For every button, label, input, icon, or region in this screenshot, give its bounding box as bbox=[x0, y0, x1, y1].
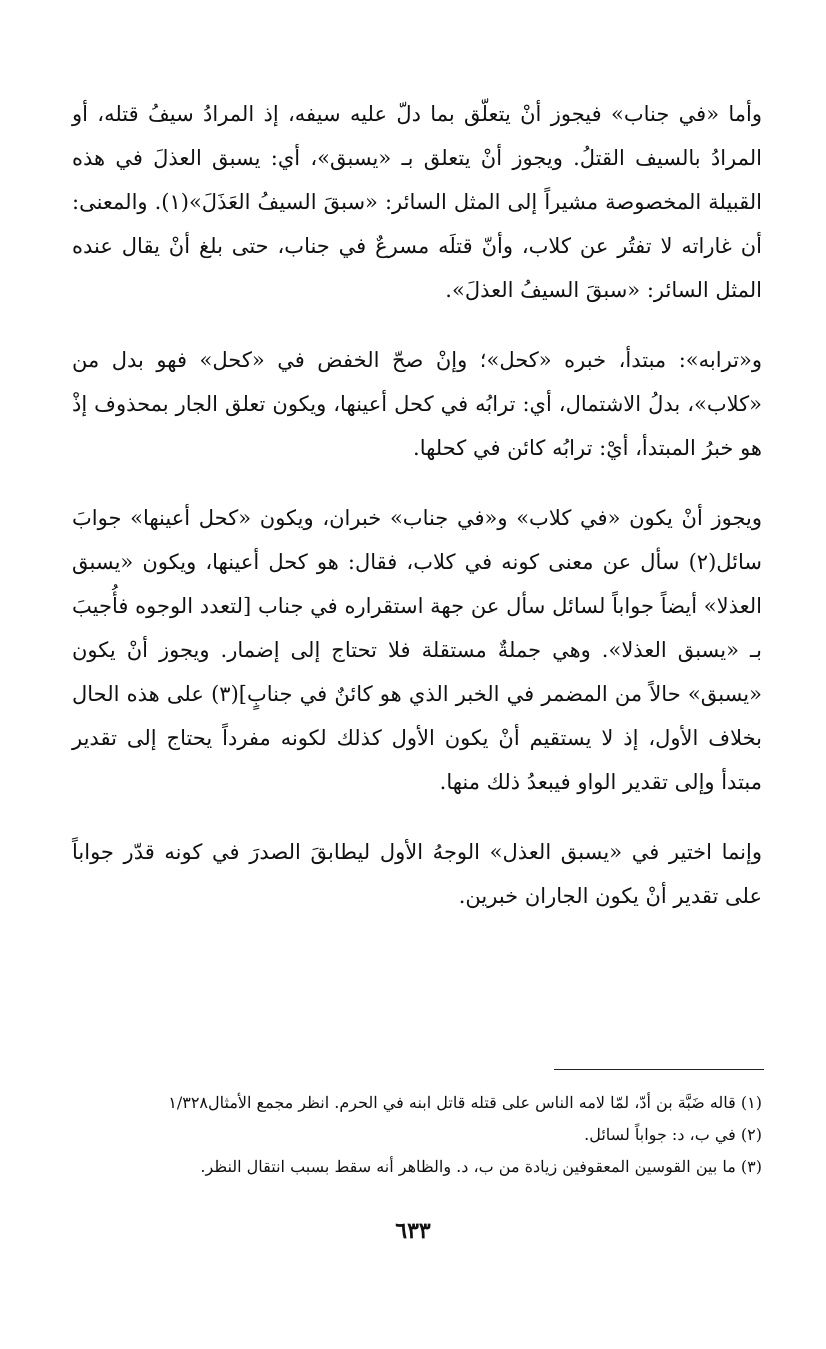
paragraph-2: و«ترابه»: مبتدأ، خبره «كحل»؛ وإنْ صحّ الخفض في «كحل» فهو بدل من «كلاب»، بدلُ الاشتمال، أي: ترابُه في كحل أعينها، ويكون تعلق الجار بمحذوف إذْ هو خبرُ المبتدأ، أيْ: ترابُه كائن في كحلها. bbox=[72, 348, 762, 460]
paragraph-gap bbox=[72, 312, 762, 338]
paragraph-3: ويجوز أنْ يكون «في كلاب» و«في جناب» خبران، ويكون «كحل أعينها» جوابَ سائل(٢) سأل عن معنى كونه في كلاب، فقال: هو كحل أعينها، ويكون «يسبق العذلا» أيضاً جواباً لسائل سأل عن جهة استقراره في جناب [لتعدد الوجوه فأُجيبَ بـ «يسبق العذلا». وهي جملةٌ مستقلة فلا تحتاج إلى إضمار. ويجوز أنْ يكون «يسبق» حالاً من المضمر في الخبر الذي هو كائنٌ في جنابٍ](٣) على هذه الحال بخلاف الأول، إذ لا يستقيم أنْ يكون الأول كذلك لكونه مفرداً يحتاج إلى تقدير مبتدأ وإلى تقدير الواو فيبعدُ ذلك منها. bbox=[72, 506, 763, 794]
paragraph-4: وإنما اختير في «يسبق العذل» الوجهُ الأول ليطابقَ الصدرَ في كونه قدّر جواباً على تقدير أنْ يكون الجاران خبرين. bbox=[72, 840, 762, 908]
footnote-2: (٢) في ب، د: جواباً لسائل. bbox=[584, 1125, 762, 1144]
footnotes bbox=[72, 1087, 762, 1183]
paragraph-1: وأما «في جناب» فيجوز أنْ يتعلّق بما دلّ عليه سيفه، إذ المرادُ سيفُ قتله، أو المرادُ بالسيف القتلُ. ويجوز أنْ يتعلق بـ «يسبق»، أي: يسبق العذلَ في هذه القبيلة المخصوصة مشيراً إلى المثل السائر: «سبقَ السيفُ العَذَلَ»(١). والمعنى: أن غاراته لا تفتُر عن كلاب، وأنّ قتلَه مسرعٌ في جناب، حتى بلغ أنْ يقال عنده المثل السائر: «سبقَ السيفُ العذلَ». bbox=[72, 102, 762, 302]
paragraph-gap bbox=[72, 470, 762, 496]
footnote-1: (١) قاله ضَبَّة بن أدّ، لمّا لامه الناس على قتله قاتل ابنه في الحرم. انظر مجمع الأمثال١/٣٢٨ bbox=[168, 1093, 762, 1112]
page-number: ٦٣٣ bbox=[395, 1218, 431, 1244]
footnote-separator bbox=[554, 1069, 764, 1070]
paragraph-gap bbox=[72, 804, 762, 830]
footnote-3: (٣) ما بين القوسين المعقوفين زيادة من ب، د. والظاهر أنه سقط بسبب انتقال النظر. bbox=[200, 1157, 762, 1176]
main-text bbox=[72, 92, 762, 918]
